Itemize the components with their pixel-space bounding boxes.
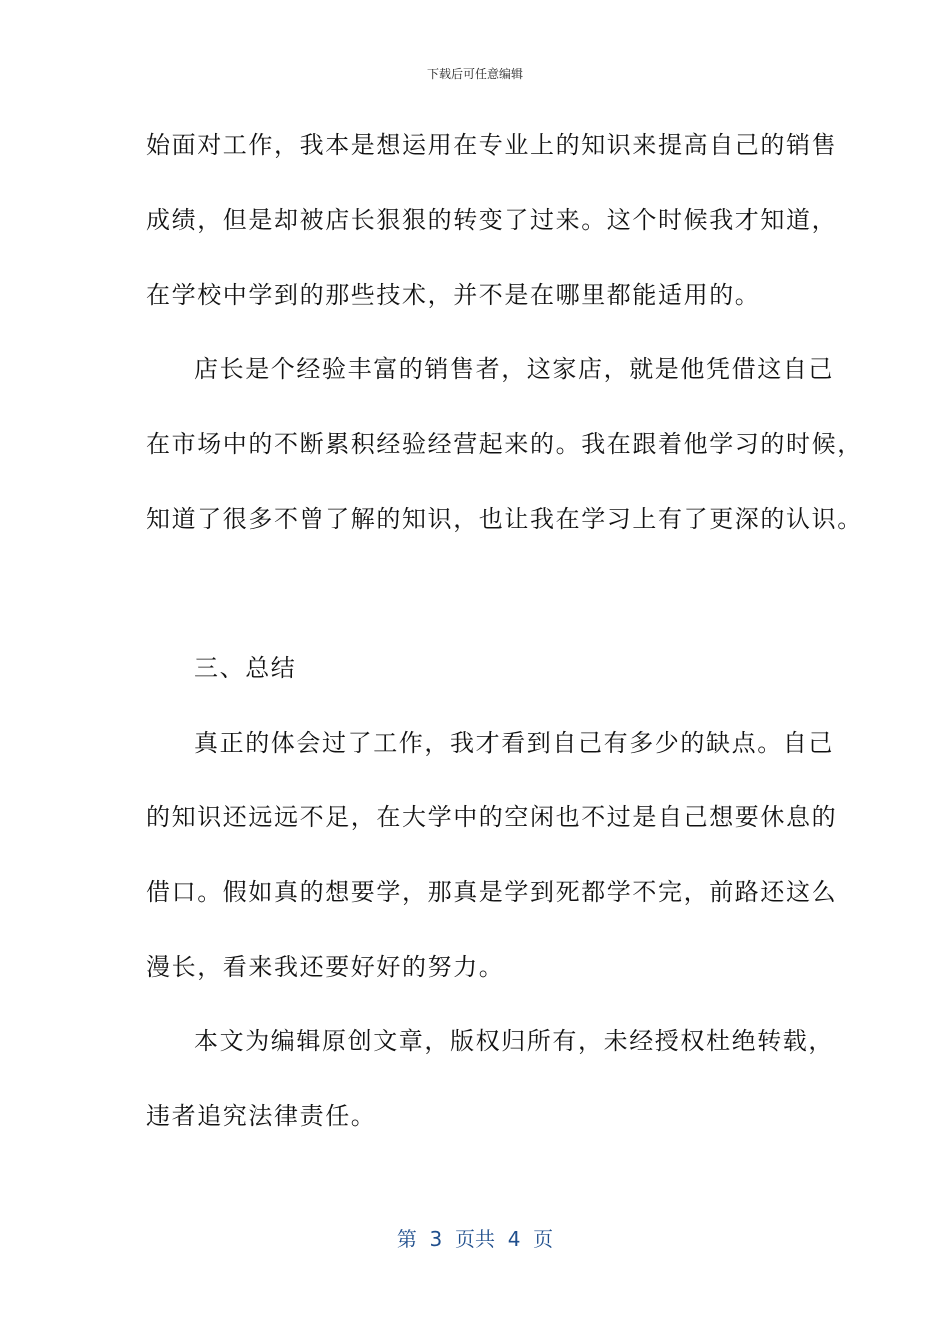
body-line: 始面对工作，我本是想运用在专业上的知识来提高自己的销售 [146,131,838,159]
page-number-footer: 第 3 页共 4 页 [396,1227,554,1251]
body-line: 在学校中学到的那些技术，并不是在哪里都能适用的。 [146,281,761,309]
copyright-line: 本文为编辑原创文章，版权归所有，未经授权杜绝转载， [194,1027,834,1055]
body-line: 漫长，看来我还要好好的努力。 [146,953,505,981]
body-line: 店长是个经验丰富的销售者，这家店，就是他凭借这自己 [194,355,834,383]
page-header: 下载后可任意编辑 [426,67,523,81]
body-line: 知道了很多不曾了解的知识，也让我在学习上有了更深的认识。 [146,505,863,533]
body-line: 借口。假如真的想要学，那真是学到死都学不完，前路还这么 [146,878,838,906]
section-heading: 三、总结 [194,654,297,682]
body-line: 真正的体会过了工作，我才看到自己有多少的缺点。自己 [194,729,834,757]
body-line: 在市场中的不断累积经验经营起来的。我在跟着他学习的时候， [146,430,863,458]
body-line: 成绩，但是却被店长狠狠的转变了过来。这个时候我才知道， [146,206,838,234]
body-line: 的知识还远远不足，在大学中的空闲也不过是自己想要休息的 [146,803,838,831]
copyright-line: 违者追究法律责任。 [146,1102,377,1130]
